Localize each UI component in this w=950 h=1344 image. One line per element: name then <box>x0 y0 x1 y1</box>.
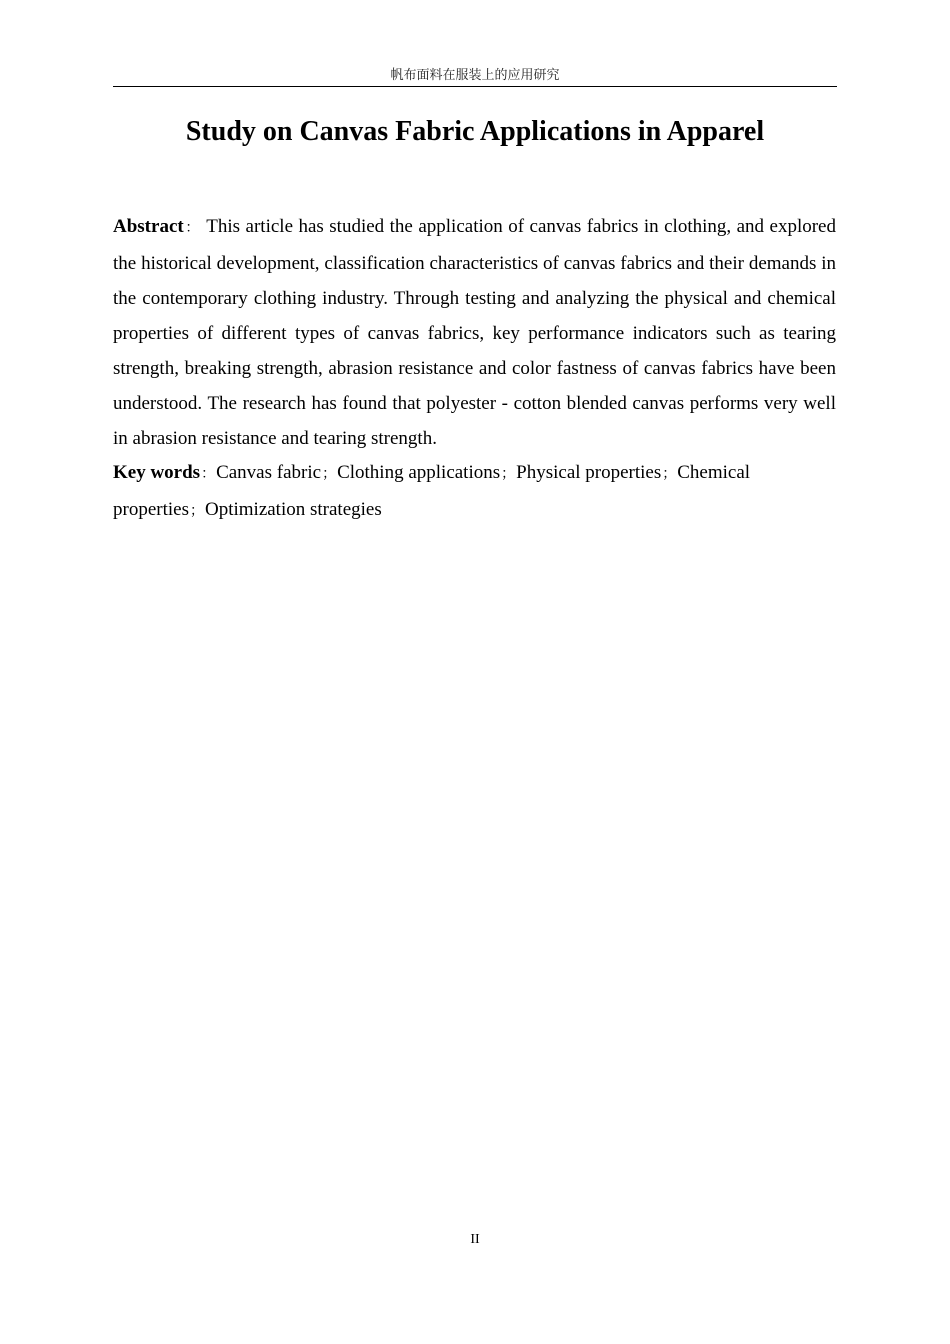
keyword-item: Canvas fabric <box>216 462 322 483</box>
keywords-paragraph <box>113 455 836 529</box>
keyword-item: Optimization strategies <box>204 499 382 520</box>
running-header: 帆布面料在服装上的应用研究 <box>113 67 837 87</box>
keyword-item: Clothing applications <box>337 462 501 483</box>
keyword-item: Physical properties <box>516 462 662 483</box>
keyword-separator: ； <box>189 503 204 519</box>
abstract-paragraph <box>113 209 836 456</box>
paper-title: Study on Canvas Fabric Applications in Apparel <box>185 116 765 147</box>
keywords-label: Key words <box>113 462 201 483</box>
abstract-text: This article has studied the application of canvas fabrics in clothing, and explored the historical development, classification characteristics of canvas fabrics and their demands in the contemporary clothing industry. Through testing and analyzing the physical and chemical properties of different types of canvas fabrics, key performance indicators such as tearing strength, breaking strength, abrasion resistance and color fastness of canvas fabrics have been understood. The research has found that polyester - cotton blended canvas performs very well in abrasion resistance and tearing strength. <box>113 216 836 449</box>
abstract-colon: ： <box>184 220 201 236</box>
keyword-separator: ； <box>501 466 516 482</box>
keyword-item: Chemical properties <box>113 462 751 520</box>
abstract-label: Abstract <box>113 216 184 237</box>
keywords-colon: ： <box>201 466 216 482</box>
keyword-separator: ； <box>322 466 337 482</box>
page-number: II <box>470 1232 480 1247</box>
keyword-separator: ； <box>662 466 677 482</box>
